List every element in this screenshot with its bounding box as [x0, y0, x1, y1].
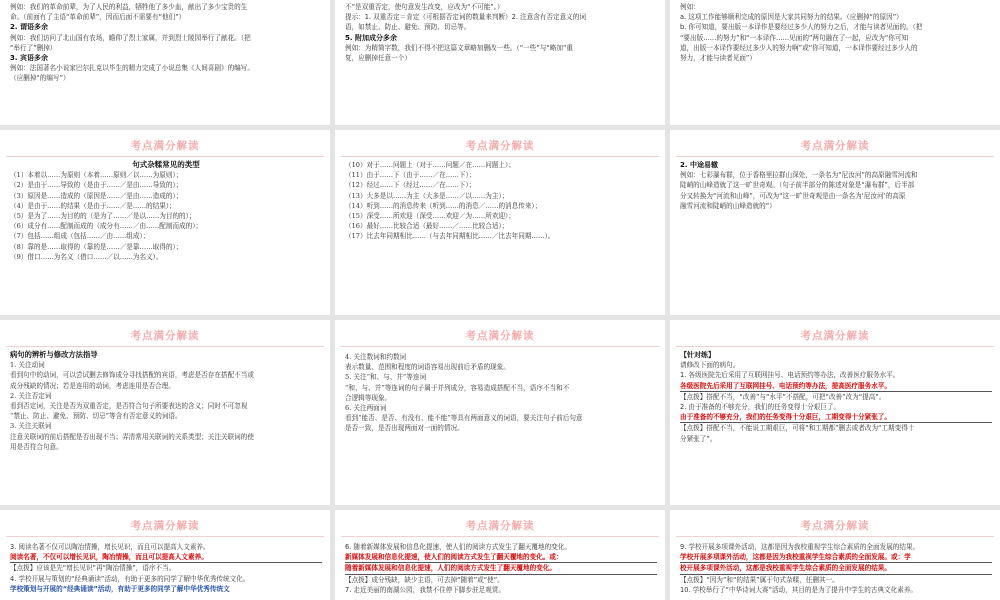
practice-heading: 【针对练】 [680, 351, 715, 359]
slide-midway-shift [670, 130, 1000, 315]
text-line: “和、与、并”等连词的句子属于并列成分，容易造成搭配不当，语序不当和不 [345, 383, 570, 392]
text-line: 4. 关注数词和约数词 [345, 353, 407, 361]
slide-mixed-types [0, 130, 330, 315]
text-line: 表示数量、范围和程度的词语容易出现前后矛盾的现象。 [345, 363, 510, 372]
question: 6. 随着新媒体发展和信息化提速，使人们的阅读方式发生了翻天覆地的变化。 [345, 543, 571, 551]
subheading: 3. 宾语多余 [10, 54, 48, 63]
slide-header: 考点满分解读 [465, 520, 535, 532]
text-line: 努力，才能与读者见面”） [680, 54, 756, 63]
slide-title: 病句的辨析与修改方法指导 [10, 350, 98, 359]
subheading: 2. 谓语多余 [10, 23, 48, 32]
slide-body [680, 2, 992, 63]
text-line: 例如：法国著名小说家巴尔扎克以毕生的精力完成了小说总集《人间喜剧》的编写。 [10, 64, 254, 73]
slide-header: 考点满分解读 [130, 140, 200, 152]
text-line: 1. 关注动词 [10, 361, 45, 370]
header-divider [6, 536, 324, 537]
question: 9. 学校开展多项课外活动，这都是因为我校重视学生综合素质的全面发展的结果。 [680, 543, 920, 551]
slide-body [10, 2, 322, 84]
slide-header: 考点满分解读 [800, 520, 870, 532]
question: 1. 各级医院先后采用了互联网挂号、电话预约等办法，改善医疗服务水平。 [680, 371, 900, 380]
hint: 【点拨】成分残缺，缺少主语，可去掉“随着”或“使”。 [345, 575, 504, 584]
slide-body [10, 160, 322, 262]
slide-practice [670, 320, 1000, 505]
slide-mixed-types-cont [335, 130, 665, 315]
list-item: （16）最好……比较合适（最好……／……比较合适）； [345, 222, 509, 231]
text-line: 例如：我们的革命前辈，为了人民的利益，牺牲他了多少血，献出了多少宝贵的生 [10, 3, 248, 11]
text-line: 例如：我们访问了北山国有农场，瞻仰了烈士家属，并到烈士陵园举行了献花。（把 [10, 33, 251, 42]
text-line: 看到否定词，关注是否为双重否定，是否符合句子所要表达的含义；同时不可忽视 [10, 402, 248, 411]
slide-mixed-structure-examples [670, 0, 1000, 125]
slide-body [680, 542, 992, 595]
text-line: 注意关联词的前后搭配是否出现不当；弄清常用关联词的关系类型；关注关联词的使 [10, 432, 254, 441]
text-line: “禁止、防止、避免、预防、切忌”等含有否定意义的词语。 [10, 412, 182, 421]
list-item: （17）比去年同期相比……（与去年同期相比……／比去年同期……）。 [345, 232, 555, 241]
text-line: 不”是双重否定，使句意发生改变，应改为“不可能”。） [345, 3, 504, 11]
slide-practice-6-7 [335, 510, 665, 600]
slide-method-guide [0, 320, 330, 505]
slide-redundant-components [0, 0, 330, 125]
slide-header: 考点满分解读 [130, 330, 200, 342]
text-line: 分又转换为“河流和山峰”，可改为“这一旷世奇观是由一条名为‘尼汝河’的高原 [680, 191, 906, 200]
slide-body [10, 542, 322, 594]
text-line: 例如： [680, 3, 700, 11]
question: 2. 由于准备的不够充分，我们的任务变得十分艰巨了。 [680, 403, 841, 412]
text-line: “要出版……的努力”和“一本译作……见面的”两句融在了一起，应改为“你可知 [680, 33, 909, 42]
header-divider [6, 346, 324, 347]
hint: 【点拨】搭配不当，“改善”与“水平”不搭配，可把“改善”改为“提高”。 [680, 392, 886, 401]
text-line: 成分残缺的情况；若是连用的动词，考虑连用是否合理。 [10, 381, 175, 390]
list-item: （2）是由于……导致的（是由于……／是由……导致的）； [10, 181, 183, 190]
question: 10. 学校举行了“中华诗词大赛”活动，其目的是为了提升中学生的古典文化素养。 [680, 585, 918, 594]
text-line: 看到句中的动词，可以尝试删去修饰成分寻找搭配的宾语，考虑是否存在搭配不当或 [10, 371, 254, 380]
answer: 由于准备的不够充分，我们的任务变得十分艰巨，工期变得十分紧张了。 [680, 412, 992, 423]
text-line: 提示：1. 双重否定＝肯定（可根据否定词的数量来判断）2. 注意含有否定意义的词 [345, 13, 586, 22]
slide-body [680, 160, 992, 211]
list-item: （14）听到……的消息传来（听到……的消息／……的消息传来）； [345, 201, 542, 210]
slide-method-guide-cont [335, 320, 665, 505]
answer: 校开展多项课外活动，这都是我校重视学生综合素质的全面发展的结果。 [680, 563, 992, 574]
slide-body [345, 542, 657, 595]
list-item: （12）经过……下（经过……／在……下）； [345, 181, 476, 190]
list-item: （11）由于……下（由于……／在……下）； [345, 171, 476, 180]
question: 4. 学校开展与策划的“经典诵读”活动，有助于更多的同学了解中华优秀传统文化。 [10, 574, 250, 583]
slide-header: 考点满分解读 [800, 140, 870, 152]
question: 3. 阅读名著不仅可以陶冶情操，增长见识，而且可以提高人文素养。 [10, 543, 210, 551]
list-item: （15）深受……所欢迎（深受……欢迎／为……所欢迎）； [345, 212, 515, 221]
list-item: （3）原因是……造成的（原因是……／是由……造成的）； [10, 191, 183, 200]
text-line: 融雪河流和陡峭的山峰造就的”） [680, 201, 776, 210]
slide-body [345, 2, 657, 63]
question: 7. 走近美丽的南湖公园，我禁不住停下脚步驻足观赏。 [345, 585, 506, 594]
text-line: 5. 关注“和、与、并”等连词 [345, 373, 427, 382]
answer: 学校开展多项课外活动，这都是因为我校重视学生综合素质的全面发展。或：学 [680, 552, 992, 563]
header-divider [676, 346, 994, 347]
text-line: 2. 关注否定词 [10, 391, 52, 400]
list-item: （1）本着以……为原则（本着……原则／以……为原则）； [10, 171, 183, 180]
answer: 学校策划与开展的“经典诵读”活动，有助于更多的同学了解中华优秀传统文 [10, 584, 230, 593]
header-divider [6, 156, 324, 157]
hint: 【点拨】应该是先“增长见识”再“陶冶情操”，语序不当。 [10, 564, 176, 573]
slide-header: 考点满分解读 [465, 140, 535, 152]
answer: 各级医院先后采用了互联网挂号、电话预约等办法，提高医疗服务水平。 [680, 381, 992, 392]
header-divider [341, 346, 659, 347]
hint: 【点拨】搭配不当，不能说工期艰巨，可将“和工期都”删去或者改为“工期变得十 [680, 424, 915, 433]
header-divider [341, 536, 659, 537]
subheading: 2. 中途易辙 [680, 161, 718, 169]
list-item: （4）是由于……的结果（是由于……／是……的结果）； [10, 201, 176, 210]
text-line: “举行了”删掉） [10, 43, 57, 52]
header-divider [676, 536, 994, 537]
text-line: 例如：七彩瀑布群，位于香格里拉群山深处，一条名为“尼汝河”的高原融雪河流和 [680, 171, 918, 180]
slide-title: 句式杂糅常见的类型 [132, 160, 200, 169]
slide-body [680, 350, 992, 444]
list-item: （8）靠的是……取得的（靠的是……／是靠……取得的）； [10, 242, 183, 251]
text-line: 用是否符合句意。 [10, 442, 63, 451]
answer: 新媒体发展和信息化提速，使人们的阅读方式发生了翻天覆地的变化。或： [345, 552, 657, 563]
text-line: 3. 关注关联词 [10, 422, 52, 431]
text-line: 语，如禁止、防止、避免、预防、切忌等。 [345, 23, 471, 32]
slide-header: 考点满分解读 [130, 520, 200, 532]
text-line: 道，出版一本译作要经过多少人的努力啊”或“你可知道，一本译作要经过多少人的 [680, 43, 918, 52]
slide-practice-3-4 [0, 510, 330, 600]
text-line: 陡峭的山峰造就了这一旷世奇观。（句子前半部分的陈述对象是“瀑布群”，后半部 [680, 181, 915, 190]
text-line: 是否一致，是否出现两面对一面的情况。 [345, 424, 464, 433]
text-line: 命。（前面有了主语“革命前辈”，因而后面不需要有“他们”） [10, 13, 186, 22]
list-item: （10）对于……问题上（对于……问题／在……问题上）； [345, 161, 515, 169]
text-line: 6. 关注两面词 [345, 404, 387, 413]
text-line: 合逻辑等现象。 [345, 393, 392, 402]
slide-body [345, 352, 657, 434]
text-line: 看到“能否、是否、有没有、能不能”等具有两面意义的词语，要关注句子前后句意 [345, 414, 583, 423]
slide-body [10, 350, 322, 452]
text-line: a. 这项工作能够顺利完成的原因是大家共同努力的结果。（应删掉“的原因”） [680, 13, 903, 22]
text-line: （应删掉“的编写”） [10, 74, 70, 83]
list-item: （5）是为了……为目的的（是为了……／是以……为目的的）； [10, 212, 196, 221]
header-divider [341, 156, 659, 157]
slide-header: 考点满分解读 [800, 330, 870, 342]
text-line: 复，应删掉任意一个） [345, 54, 411, 63]
list-item: （6）成分有……配制而成的（成分有……／由……配制而成的）； [10, 222, 203, 231]
slide-practice-9-10 [670, 510, 1000, 600]
slide-double-negative [335, 0, 665, 125]
subheading: 5. 附加成分多余 [345, 33, 397, 42]
list-item: （7）包括……组成（包括……／由……组成）； [10, 232, 150, 241]
slide-header: 考点满分解读 [465, 330, 535, 342]
text-line: b. 你可知道，要出版一本译作是要经过多少人的努力之后，才能与读者见面的。（把 [680, 23, 923, 32]
list-item: （13）大多是以……为主（大多是……／以……为主）； [345, 191, 509, 200]
answer: 阅读名著，不仅可以增长见识，陶冶情操，而且可以提高人文素养。 [10, 552, 322, 563]
header-divider [676, 156, 994, 157]
hint: 【点拨】“因为”和“的结果”属于句式杂糅，任删其一。 [680, 575, 839, 584]
instruction: 请修改下面的病句。 [680, 361, 740, 370]
list-item: （9）借口……为名义（借口……／以……为名义）。 [10, 252, 163, 261]
answer: 随着新媒体发展和信息化提速，人们的阅读方式发生了翻天覆地的变化。 [345, 563, 657, 574]
hint: 分紧张了”。 [680, 434, 717, 443]
slide-body [345, 160, 657, 242]
text-line: 例如：为精简字数，我们不得不把这篇文章略加删改一些。（“一些”与“略加”重 [345, 43, 573, 52]
